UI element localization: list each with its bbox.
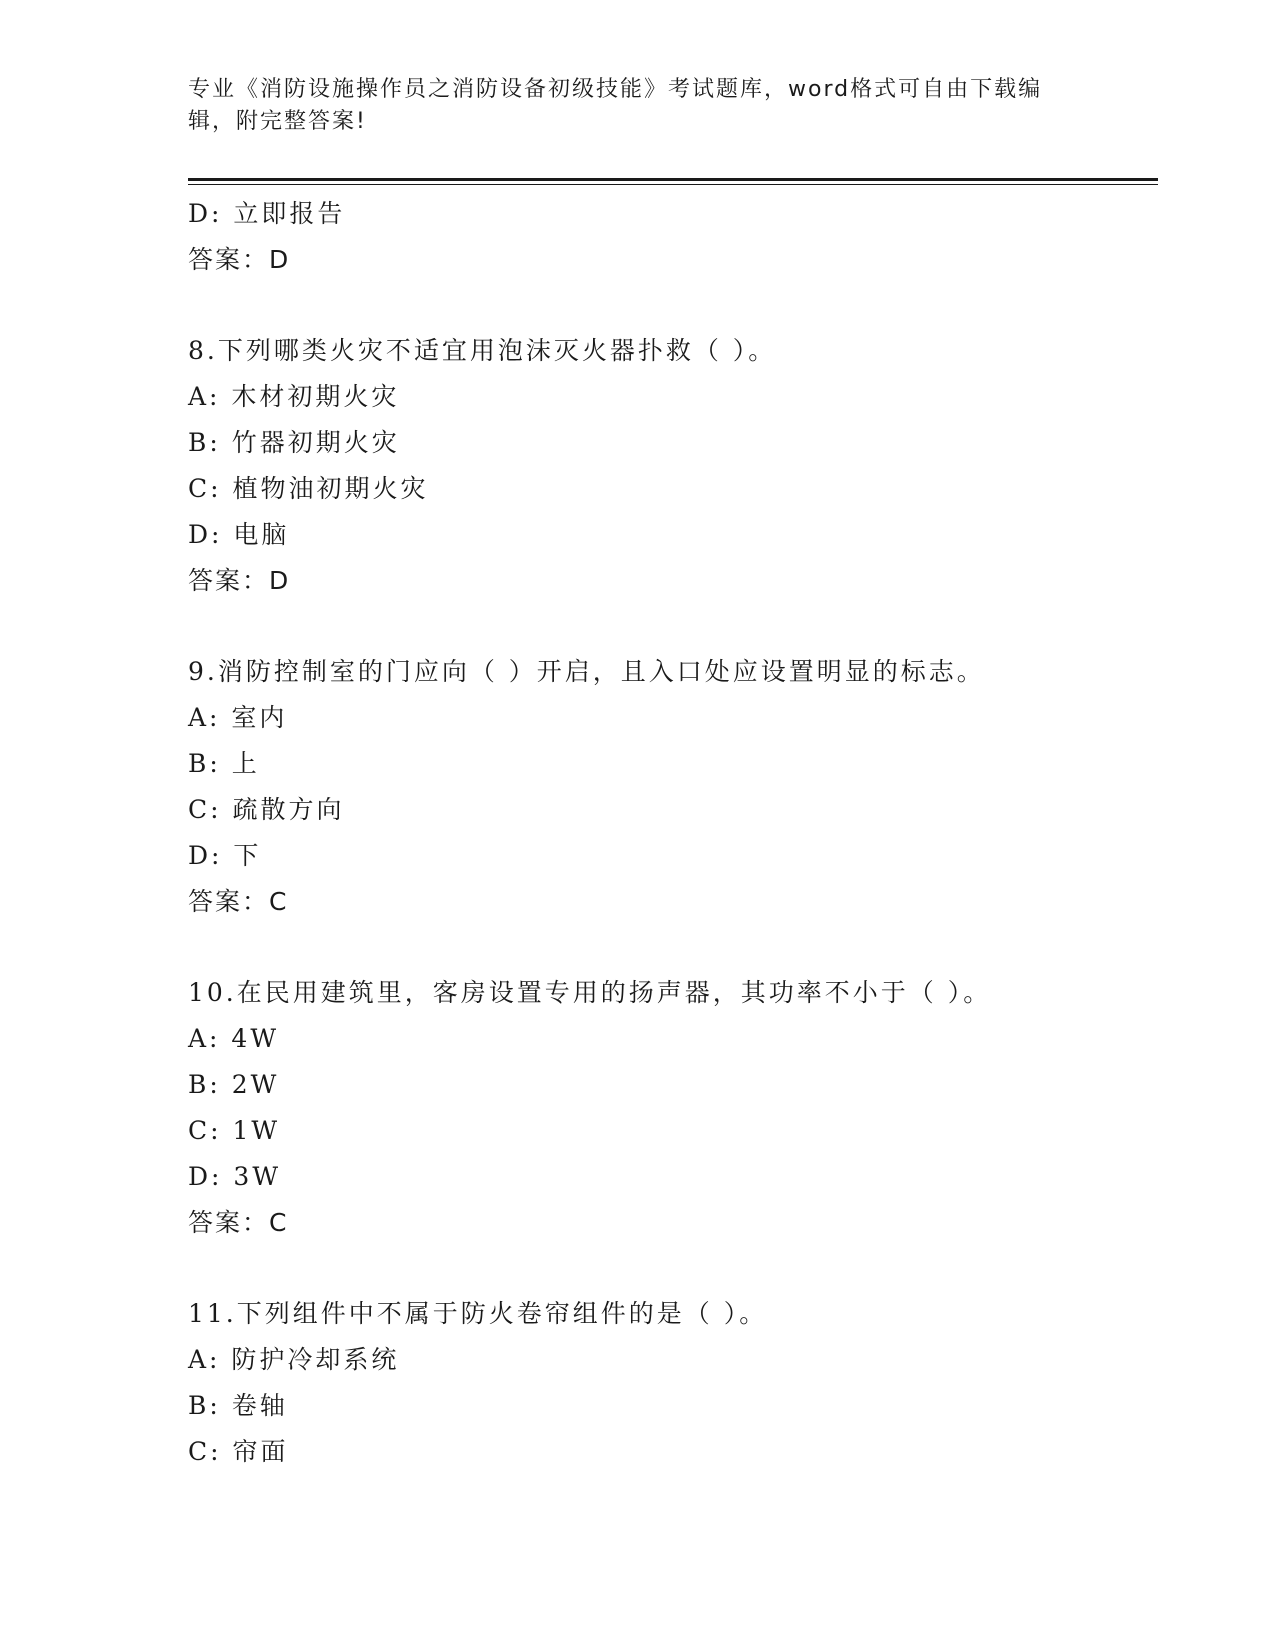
question-gap: [188, 283, 1168, 328]
option-a: A: 4W: [188, 1024, 280, 1053]
question-10: [188, 970, 1168, 1246]
option-a: A: 室内: [188, 703, 288, 732]
option-a: A: 木材初期火灾: [188, 382, 400, 411]
option-c: C: 植物油初期火灾: [188, 474, 429, 503]
header-line-1: 专业《消防设施操作员之消防设备初级技能》考试题库，word格式可自由下载编: [188, 77, 1043, 102]
answer: 答案：D: [188, 566, 291, 595]
option-b: B: 2W: [188, 1070, 280, 1099]
question-stem: 8.下列哪类火灾不适宜用泡沫灭火器扑救（ ）。: [188, 336, 777, 365]
question-11: [188, 1291, 1168, 1475]
question-stem: 10.在民用建筑里，客房设置专用的扬声器，其功率不小于（ ）。: [188, 978, 992, 1007]
answer: 答案：D: [188, 245, 291, 274]
option-c: C: 疏散方向: [188, 795, 345, 824]
question-carryover: [188, 191, 1168, 283]
question-list: [188, 191, 1168, 1475]
option-b: B: 竹器初期火灾: [188, 428, 400, 457]
question-stem: 11.下列组件中不属于防火卷帘组件的是（ ）。: [188, 1299, 768, 1328]
question-gap: [188, 1246, 1168, 1291]
option-d: D: 3W: [188, 1162, 282, 1191]
header-divider-thick: [188, 178, 1158, 181]
page-header: [188, 74, 1088, 138]
answer: 答案：C: [188, 887, 289, 916]
option-c: C: 帘面: [188, 1437, 289, 1466]
question-gap: [188, 925, 1168, 970]
question-gap: [188, 604, 1168, 649]
header-divider-thin: [188, 184, 1158, 185]
question-8: [188, 328, 1168, 604]
header-line-2: 辑，附完整答案!: [188, 109, 367, 134]
question-9: [188, 649, 1168, 925]
option-d: D: 立即报告: [188, 199, 346, 228]
option-c: C: 1W: [188, 1116, 281, 1145]
option-d: D: 下: [188, 841, 262, 870]
answer: 答案：C: [188, 1208, 289, 1237]
question-stem: 9.消防控制室的门应向（ ）开启，且入口处应设置明显的标志。: [188, 657, 985, 686]
option-a: A: 防护冷却系统: [188, 1345, 400, 1374]
option-b: B: 卷轴: [188, 1391, 288, 1420]
option-b: B: 上: [188, 749, 260, 778]
option-d: D: 电脑: [188, 520, 290, 549]
